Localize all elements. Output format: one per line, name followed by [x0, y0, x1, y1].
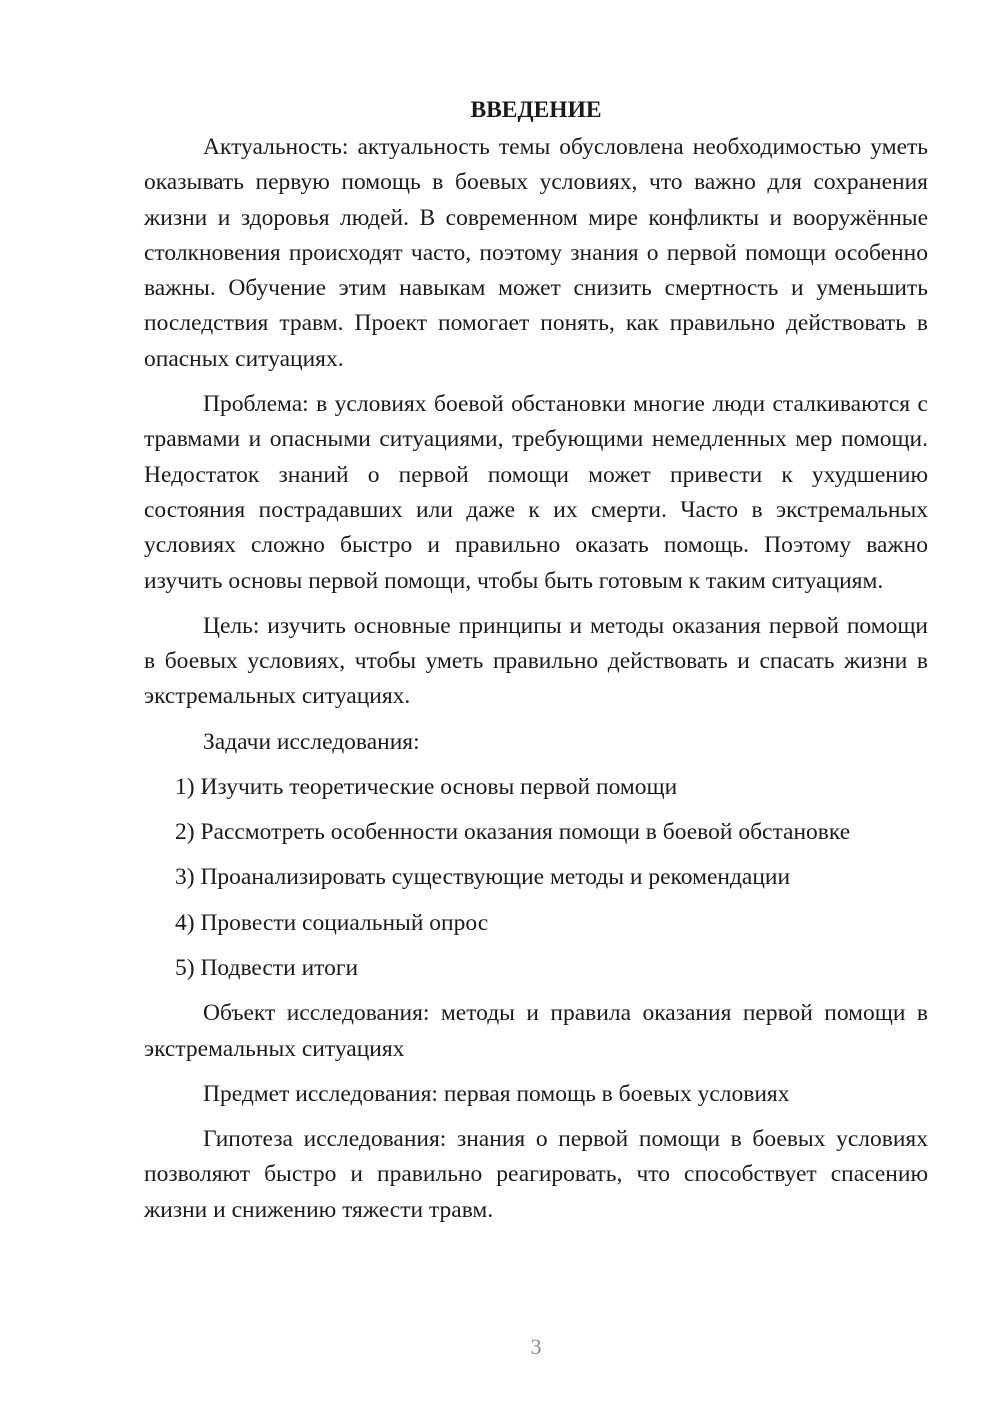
relevance-paragraph: Актуальность: актуальность темы обусловлена необходимостью уметь оказывать первую помощь в боевых условиях, что важно для сохранения жизни и здоровья людей. В современном мире конфликты и вооружённые столкновения происходят часто, поэтому знания о первой помощи особенно важны. Обучение этим навыкам может снизить смертность и уменьшить последствия травм. Проект помогает понять, как правильно действовать в опасных ситуациях. [144, 134, 928, 372]
list-item: 3) Проанализировать существующие методы и рекомендации [175, 864, 791, 891]
list-item: 4) Провести социальный опрос [175, 909, 489, 936]
list-item: 5) Подвести итоги [175, 954, 359, 981]
problem-paragraph: Проблема: в условиях боевой обстановки многие люди сталкиваются с травмами и опасными ситуациями, требующими немедленных мер помощи. Недостаток знаний о первой помощи может привести к ухудшению состояния пострадавших или даже к их смерти. Часто в экстремальных условиях сложно быстро и правильно оказать помощь. Поэтому важно изучить основы первой помощи, чтобы быть готовым к таким ситуациям. [144, 391, 928, 594]
goal-paragraph: Цель: изучить основные принципы и методы оказания первой помощи в боевых условиях, чтобы уметь правильно действовать и спасать жизни в экстремальных ситуациях. [144, 612, 928, 710]
page-title: ВВЕДЕНИЕ [470, 97, 602, 123]
tasks-heading: Задачи исследования: [203, 728, 420, 755]
hypothesis-paragraph: Гипотеза исследования: знания о первой помощи в боевых условиях позволяют быстро и правильно реагировать, что способствует спасению жизни и снижению тяжести травм. [144, 1126, 928, 1223]
page-content [144, 93, 928, 1238]
list-item: 1) Изучить теоретические основы первой помощи [175, 773, 678, 800]
object-paragraph: Объект исследования: методы и правила оказания первой помощи в экстремальных ситуациях [144, 1000, 928, 1062]
tasks-list [144, 770, 928, 986]
page-number: 3 [530, 1334, 542, 1359]
list-item: 2) Рассмотреть особенности оказания помощи в боевой обстановке [175, 819, 851, 846]
subject-paragraph: Предмет исследования: первая помощь в боевых условиях [203, 1080, 790, 1107]
